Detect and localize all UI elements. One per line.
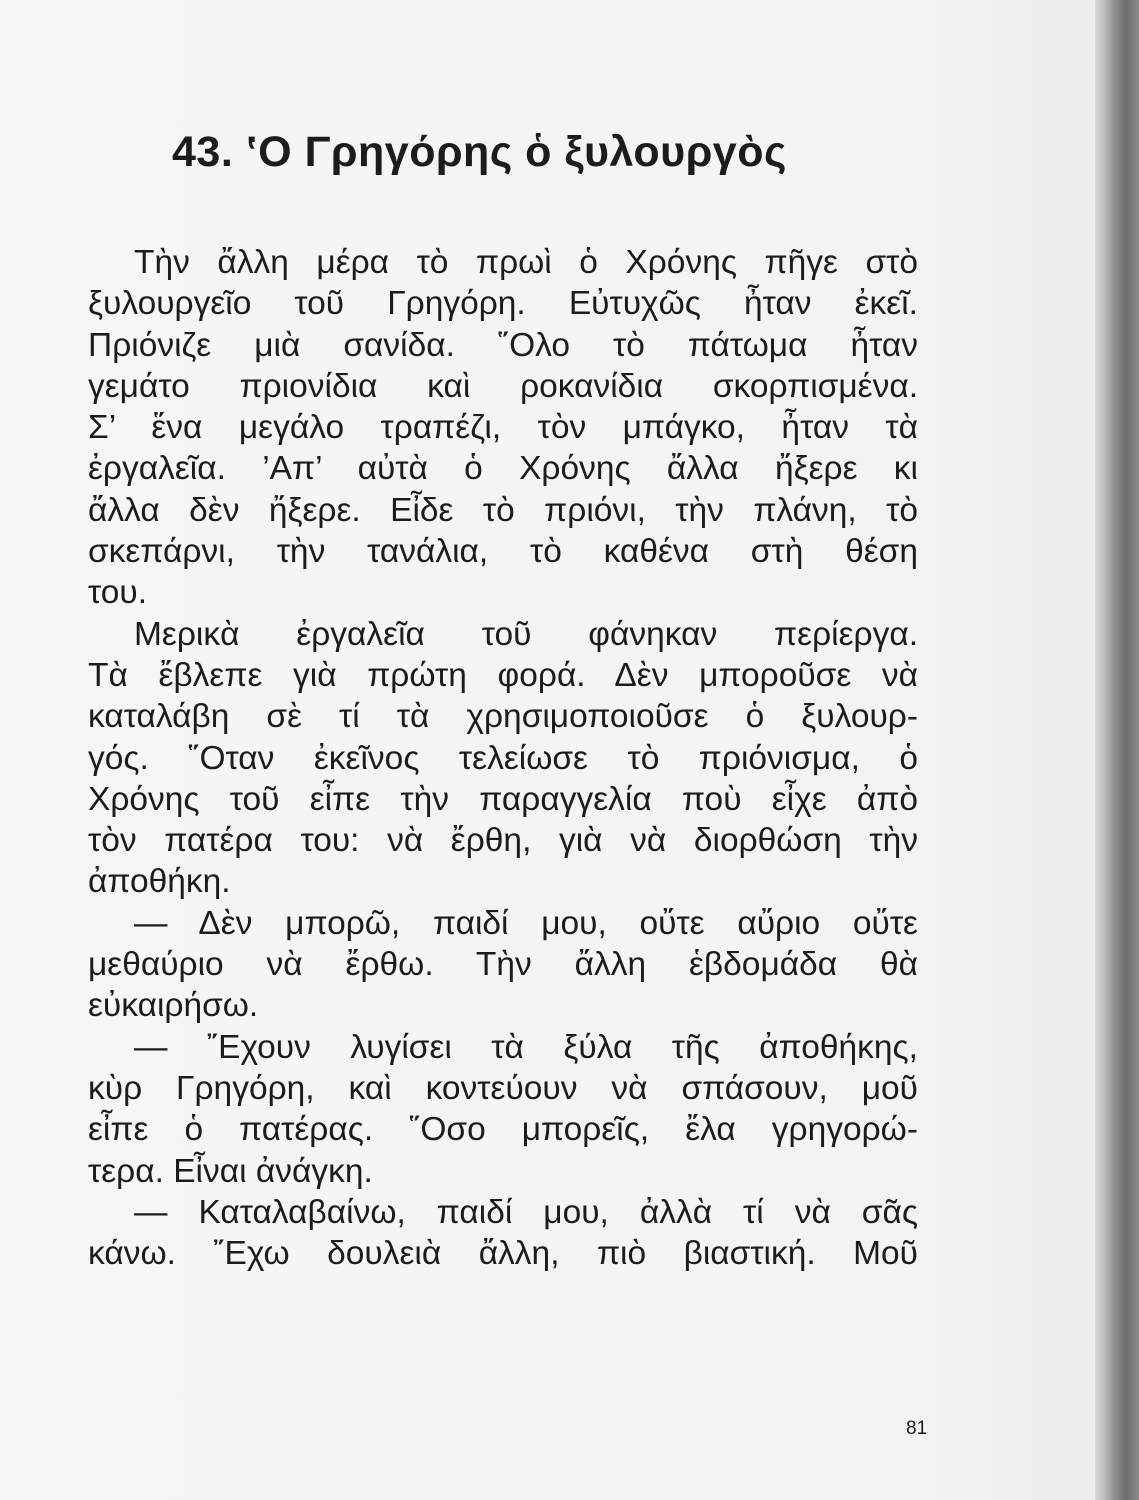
text-line: ἀποθήκη. <box>88 863 231 901</box>
text-line: γεμάτο πριονίδια καὶ ροκανίδια σκορπισμένα. <box>88 367 918 405</box>
text-line: τὸν πατέρα του: νὰ ἔρθη, γιὰ νὰ διορθώση τὴν <box>88 822 918 860</box>
text-line: Πριόνιζε μιὰ σανίδα. ῞Ολο τὸ πάτωμα ἦταν <box>88 326 918 364</box>
binding-shadow <box>1095 0 1139 1500</box>
text-line: του. <box>88 574 148 612</box>
text-line: Μερικὰ ἐργαλεῖα τοῦ φάνηκαν περίεργα. <box>134 615 918 653</box>
text-line: σκεπάρνι, τὴν τανάλια, τὸ καθένα στὴ θέση <box>88 533 918 571</box>
text-line: — Καταλαβαίνω, παιδί μου, ἀλλὰ τί νὰ σᾶς <box>134 1193 918 1231</box>
page-number: 81 <box>906 1418 928 1439</box>
chapter-title: 43. ‛Ο Γρηγόρης ὁ ξυλουργὸς <box>172 128 787 176</box>
text-line: κάνω. ῎Εχω δουλειὰ ἄλλη, πιὸ βιαστική. Μοῦ <box>88 1235 918 1273</box>
text-line: Χρόνης τοῦ εἶπε τὴν παραγγελία ποὺ εἶχε ἀπὸ <box>88 780 918 818</box>
text-line: ξυλουργεῖο τοῦ Γρηγόρη. Εὐτυχῶς ἦταν ἐκεῖ. <box>88 285 918 323</box>
text-line: εἶπε ὁ πατέρας. ῞Οσο μπορεῖς, ἔλα γρηγορώ- <box>88 1111 918 1149</box>
text-line: Σ’ ἕνα μεγάλο τραπέζι, τὸν μπάγκο, ἦταν τὰ <box>88 409 918 447</box>
text-line: γός. ῞Οταν ἐκεῖνος τελείωσε τὸ πριόνισμα, ὁ <box>88 739 918 777</box>
text-line: τερα. Εἶναι ἀνάγκη. <box>88 1152 373 1190</box>
body-text <box>88 242 918 1274</box>
text-line: — Δὲν μπορῶ, παιδί μου, οὔτε αὔριο οὔτε <box>134 904 918 942</box>
text-line: καταλάβη σὲ τί τὰ χρησιμοποιοῦσε ὁ ξυλουρ- <box>88 698 918 736</box>
text-line: μεθαύριο νὰ ἔρθω. Τὴν ἄλλη ἑβδομάδα θὰ <box>88 946 918 984</box>
text-line: — ῎Εχουν λυγίσει τὰ ξύλα τῆς ἀποθήκης, <box>134 1028 918 1066</box>
text-line: ἄλλα δὲν ἤξερε. Εἶδε τὸ πριόνι, τὴν πλάνη, τὸ <box>88 491 918 529</box>
text-line: Τὰ ἔβλεπε γιὰ πρώτη φορά. Δὲν μποροῦσε νὰ <box>88 656 918 694</box>
text-line: ἐργαλεῖα. ’Απ’ αὐτὰ ὁ Χρόνης ἄλλα ἤξερε κι <box>88 450 918 488</box>
text-line: κὺρ Γρηγόρη, καὶ κοντεύουν νὰ σπάσουν, μοῦ <box>88 1069 918 1107</box>
text-line: εὐκαιρήσω. <box>88 987 259 1025</box>
text-line: Τὴν ἄλλη μέρα τὸ πρωὶ ὁ Χρόνης πῆγε στὸ <box>134 244 918 281</box>
